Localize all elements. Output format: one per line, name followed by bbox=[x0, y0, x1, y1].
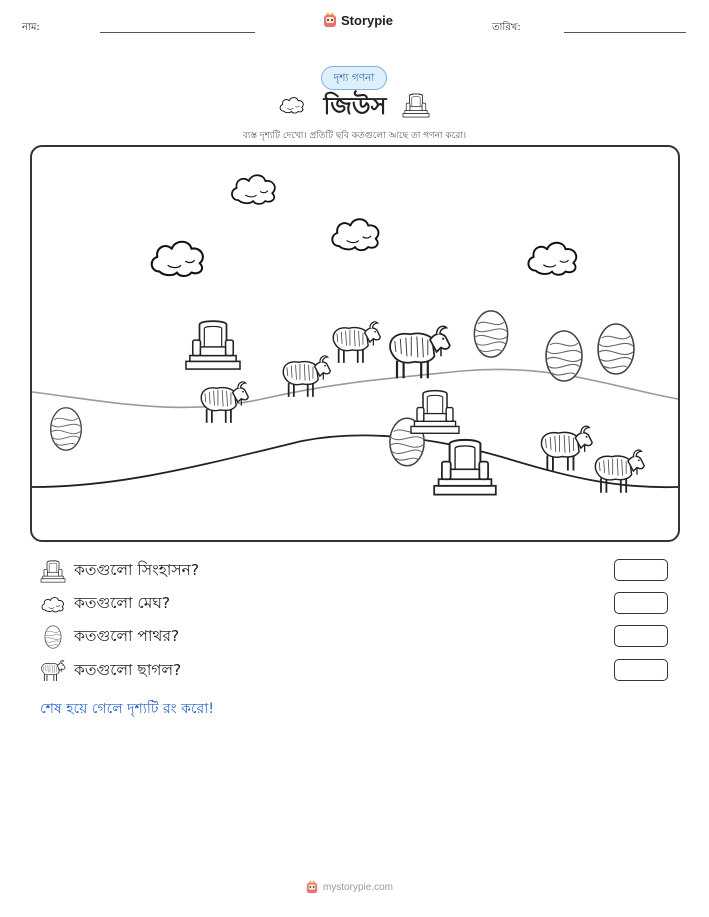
cloud bbox=[332, 219, 378, 250]
name-label: নাম: bbox=[22, 22, 40, 33]
question-row bbox=[40, 591, 170, 617]
date-line[interactable] bbox=[564, 32, 686, 33]
instruction-text: ব্যস্ত দৃশ্যটি দেখো। প্রতিটি ছবি কতগুলো আছে তা গণনা করো। bbox=[242, 131, 467, 141]
goat bbox=[201, 382, 248, 423]
answer-box-clouds[interactable] bbox=[614, 592, 668, 614]
question-row bbox=[40, 558, 199, 584]
throne bbox=[186, 321, 240, 369]
page-title: জিউস bbox=[323, 92, 387, 120]
brand-logo bbox=[323, 12, 393, 28]
question-text: কতগুলো ছাগল? bbox=[74, 661, 182, 679]
stone bbox=[51, 408, 82, 451]
title-cloud-icon bbox=[278, 95, 306, 114]
goat bbox=[333, 322, 380, 363]
throne bbox=[434, 440, 496, 495]
cloud bbox=[528, 243, 576, 275]
title-throne-icon bbox=[402, 92, 430, 118]
question-text: কতগুলো সিংহাসন? bbox=[74, 561, 200, 579]
stone bbox=[474, 311, 507, 357]
answer-box-thrones[interactable] bbox=[614, 559, 668, 581]
footer bbox=[306, 880, 393, 894]
question-text: কতগুলো পাথর? bbox=[74, 627, 180, 645]
name-line[interactable] bbox=[100, 32, 255, 33]
footer-url[interactable]: mystorypie.com bbox=[323, 881, 394, 893]
throne bbox=[411, 391, 459, 434]
question-row bbox=[40, 658, 181, 684]
back-hill-line bbox=[32, 369, 678, 407]
stone bbox=[546, 331, 582, 381]
storypie-mascot-icon bbox=[323, 12, 337, 28]
throne-icon bbox=[40, 559, 66, 583]
question-text: কতগুলো মেঘ? bbox=[74, 594, 171, 612]
cloud-icon bbox=[40, 594, 66, 614]
answer-box-goats[interactable] bbox=[614, 659, 668, 681]
finish-note: শেষ হয়ে গেলে দৃশ্যটি রং করো! bbox=[40, 701, 214, 717]
activity-badge: দৃশ্য গণনা bbox=[321, 66, 387, 90]
goat bbox=[283, 356, 330, 397]
counting-scene bbox=[30, 145, 680, 542]
question-row bbox=[40, 624, 179, 650]
goat bbox=[541, 426, 592, 470]
cloud bbox=[152, 242, 203, 276]
brand-name: Storypie bbox=[341, 12, 394, 28]
stone bbox=[598, 324, 634, 374]
date-label: তারিখ: bbox=[492, 22, 521, 33]
goat-icon bbox=[40, 658, 66, 684]
goat bbox=[390, 326, 450, 378]
storypie-mascot-icon bbox=[306, 880, 318, 894]
answer-box-stones[interactable] bbox=[614, 625, 668, 647]
stone-icon bbox=[40, 624, 66, 650]
cloud bbox=[232, 175, 275, 204]
